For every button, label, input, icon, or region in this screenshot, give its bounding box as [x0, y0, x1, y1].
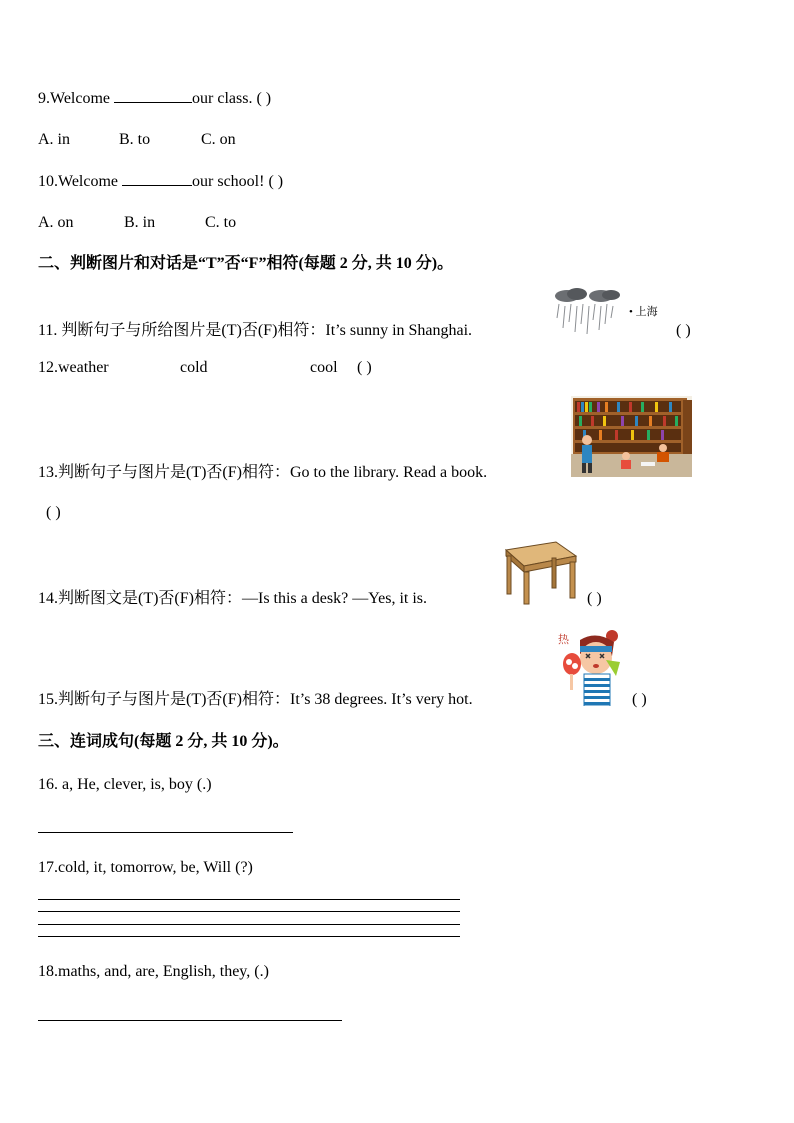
question-14: 14.判断图文是(T)否(F)相符：—Is this a desk? —Yes, it is.: [38, 590, 428, 607]
section-2-title: 二、判断图片和对话是“T”否“F”相符(每题 2 分, 共 10 分)。: [38, 255, 454, 272]
answer-blank[interactable]: [122, 171, 192, 186]
question-16: 16. a, He, clever, is, boy (.): [38, 776, 212, 793]
answer-paren[interactable]: ( ): [587, 590, 602, 607]
answer-line[interactable]: [38, 924, 460, 925]
answer-line[interactable]: [38, 899, 460, 900]
option-a: A. on: [38, 214, 74, 231]
answer-line[interactable]: [38, 832, 293, 833]
word-weather: 12.weather: [38, 359, 109, 376]
section-3-title: 三、连词成句(每题 2 分, 共 10 分)。: [38, 733, 289, 750]
option-c: C. to: [205, 214, 237, 231]
question-17: 17.cold, it, tomorrow, be, Will (?): [38, 859, 253, 876]
question-9: 9.Welcome our class. ( ): [38, 90, 272, 107]
question-10: 10.Welcome our school! ( ): [38, 173, 284, 190]
word-cool: cool: [310, 359, 338, 376]
answer-line[interactable]: [38, 1020, 342, 1021]
question-18: 18.maths, and, are, English, they, (.): [38, 963, 269, 980]
desk-image: [500, 540, 578, 606]
option-b: B. in: [124, 214, 156, 231]
hot-label: 热: [558, 634, 569, 646]
rain-cloud-icon: [553, 288, 625, 336]
answer-paren[interactable]: ( ): [632, 691, 647, 708]
option-b: B. to: [119, 131, 151, 148]
option-c: C. on: [201, 131, 236, 148]
image-caption-shanghai: • 上海: [629, 306, 658, 318]
question-9-options: [38, 130, 236, 150]
answer-paren[interactable]: ( ): [357, 359, 372, 376]
option-a: A. in: [38, 131, 70, 148]
answer-blank[interactable]: [114, 88, 192, 103]
answer-line[interactable]: [38, 936, 460, 937]
answer-paren[interactable]: ( ): [676, 322, 691, 339]
question-12: [38, 358, 372, 378]
answer-paren[interactable]: ( ): [46, 504, 61, 521]
question-13: 13.判断句子与图片是(T)否(F)相符：Go to the library. Read a book.: [38, 464, 488, 481]
word-cold: cold: [180, 359, 208, 376]
answer-line[interactable]: [38, 911, 460, 912]
question-11: 11. 判断句子与所给图片是(T)否(F)相符：It’s sunny in Shanghai.: [38, 322, 473, 339]
question-15: 15.判断句子与图片是(T)否(F)相符：It’s 38 degrees. It’s very hot.: [38, 691, 473, 708]
library-image: [571, 396, 692, 477]
question-10-options: [38, 213, 236, 233]
